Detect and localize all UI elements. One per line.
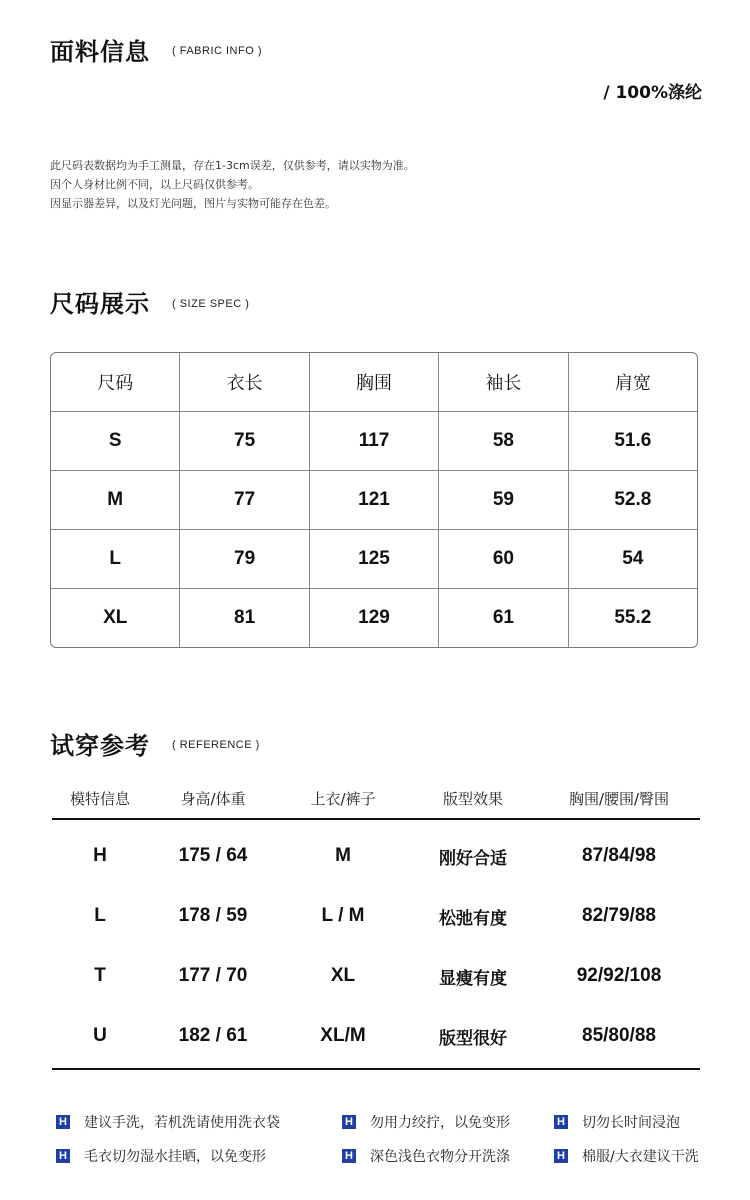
size-header-cell: 袖长 [438,353,567,411]
reference-header-cell: 版型效果 [442,790,503,808]
h-icon: H [56,1115,70,1129]
table-row [52,886,700,946]
note-line: 因个人身材比例不同，以上尺码仅供参考。 [50,178,259,191]
size-cell: L [109,548,121,569]
height-weight: 175 / 64 [178,845,248,866]
size-cell: 59 [438,471,567,529]
size-header-cell: 尺码 [97,373,134,394]
size-cell: 54 [568,530,697,588]
size-cell: 79 [179,530,308,588]
model-name: U [93,1025,107,1046]
size-cell: 58 [438,412,567,470]
fit-effect: 显瘦有度 [439,968,507,989]
size-spec-title: 尺码展示 [50,290,150,318]
material-text: / 100%涤纶 [603,83,702,103]
measurement-notes [50,156,415,213]
fit-effect: 版型很好 [439,1028,507,1049]
care-item [342,1112,510,1132]
size-cell: 117 [309,412,438,470]
reference-table [52,826,700,1066]
top-bottom-size: XL/M [320,1025,366,1046]
table-row [51,529,697,588]
care-text: 勿用力绞拧，以免变形 [370,1115,510,1131]
table-row [52,826,700,886]
size-cell: 52.8 [568,471,697,529]
size-cell: 81 [179,589,308,647]
size-table-header [51,353,697,411]
size-header-cell: 肩宽 [568,353,697,411]
reference-top-rule [52,818,700,820]
height-weight: 177 / 70 [178,965,248,986]
h-icon: H [56,1149,70,1163]
model-name: L [94,905,106,926]
h-icon: H [342,1115,356,1129]
size-cell: 55.2 [568,589,697,647]
h-icon: H [554,1115,568,1129]
care-text: 切勿长时间浸泡 [582,1115,680,1131]
fabric-subtitle: ( FABRIC INFO ) [172,45,262,57]
model-name: H [93,845,107,866]
h-icon: H [342,1149,356,1163]
h-icon: H [554,1149,568,1163]
table-row [52,946,700,1006]
care-item [554,1112,680,1132]
care-text: 深色浅色衣物分开洗涤 [370,1149,510,1165]
reference-header [52,788,700,818]
size-cell: 60 [438,530,567,588]
reference-header-cell: 上衣/裤子 [310,790,376,808]
reference-header-cell: 模特信息 [69,790,130,808]
size-cell: 61 [438,589,567,647]
care-row [56,1112,716,1146]
care-row [56,1146,716,1180]
care-item [56,1146,266,1166]
body-measurements: 87/84/98 [582,845,656,866]
care-text: 建议手洗，若机洗请使用洗衣袋 [84,1115,280,1131]
reference-header-cell: 胸围/腰围/臀围 [568,790,670,808]
size-cell: M [107,489,124,510]
care-instructions [56,1112,716,1180]
height-weight: 178 / 59 [178,905,248,926]
body-measurements: 85/80/88 [582,1025,656,1046]
size-header-cell: 胸围 [309,353,438,411]
size-cell: 75 [179,412,308,470]
table-row [52,1006,700,1066]
size-cell: S [108,430,122,451]
note-line: 此尺码表数据均为手工测量，存在1-3cm误差，仅供参考，请以实物为准。 [50,159,415,172]
size-cell: 121 [309,471,438,529]
care-text: 毛衣切勿湿水挂晒，以免变形 [84,1149,266,1165]
size-cell: 51.6 [568,412,697,470]
fit-effect: 刚好合适 [439,848,507,869]
note-line: 因显示器差异，以及灯光问题，图片与实物可能存在色差。 [50,197,336,210]
reference-header-cell: 身高/体重 [180,790,246,808]
reference-title: 试穿参考 [50,732,150,760]
care-item [56,1112,280,1132]
size-header-cell: 衣长 [179,353,308,411]
size-cell: 125 [309,530,438,588]
body-measurements: 92/92/108 [576,965,662,986]
care-item [554,1146,699,1166]
body-measurements: 82/79/88 [582,905,656,926]
size-cell: XL [103,607,128,628]
size-spec-subtitle: ( SIZE SPEC ) [172,298,250,310]
size-cell: 129 [309,589,438,647]
table-row [51,411,697,470]
reference-subtitle: ( REFERENCE ) [172,739,260,751]
model-name: T [94,965,106,986]
table-row [51,470,697,529]
top-bottom-size: XL [330,965,356,986]
care-item [342,1146,510,1166]
top-bottom-size: M [335,845,351,866]
size-table [50,352,698,648]
reference-bottom-rule [52,1068,700,1070]
size-cell: 77 [179,471,308,529]
height-weight: 182 / 61 [178,1025,248,1046]
fabric-title: 面料信息 [50,38,150,66]
fit-effect: 松弛有度 [439,908,507,929]
top-bottom-size: L / M [321,905,365,926]
care-text: 棉服/大衣建议干洗 [582,1149,699,1165]
table-row [51,588,697,647]
